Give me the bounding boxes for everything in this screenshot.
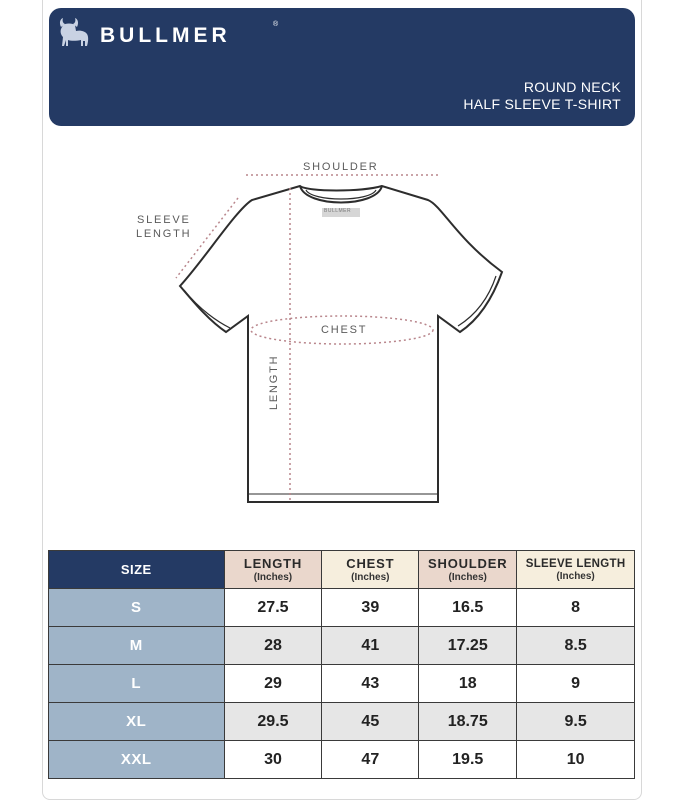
table-row (49, 589, 635, 627)
length-cell: 27.5 (224, 589, 322, 627)
product-title-line2: HALF SLEEVE T-SHIRT (463, 96, 621, 112)
shoulder-cell: 19.5 (419, 741, 517, 779)
length-cell: 30 (224, 741, 322, 779)
shoulder-cell: 18 (419, 665, 517, 703)
sleeve-length-label-line1: SLEEVE (137, 214, 191, 226)
header-size: SIZE (49, 551, 225, 589)
chest-cell: 45 (322, 703, 419, 741)
sleeve-cell: 9.5 (517, 703, 635, 741)
chest-cell: 47 (322, 741, 419, 779)
sleeve-cell: 8.5 (517, 627, 635, 665)
header-chest (322, 551, 419, 589)
size-cell: S (49, 589, 225, 627)
size-cell: XL (49, 703, 225, 741)
shoulder-label: SHOULDER (303, 161, 379, 173)
header-length-unit: (Inches) (253, 572, 293, 583)
size-cell: M (49, 627, 225, 665)
bull-logo-icon (57, 13, 91, 51)
header-chest-unit: (Inches) (351, 572, 390, 583)
chest-label: CHEST (321, 324, 368, 336)
table-row (49, 741, 635, 779)
header-chest-label: CHEST (346, 556, 395, 571)
sleeve-length-label-line2: LENGTH (136, 228, 192, 240)
header-shoulder-unit: (Inches) (448, 572, 487, 583)
brand-name: BULLMER (100, 24, 231, 47)
header-sleeve-unit: (Inches) (556, 570, 595, 582)
chest-cell: 43 (322, 665, 419, 703)
size-cell: L (49, 665, 225, 703)
length-cell: 29 (224, 665, 322, 703)
chest-cell: 39 (322, 589, 419, 627)
table-row (49, 703, 635, 741)
header-shoulder (419, 551, 517, 589)
length-cell: 28 (224, 627, 322, 665)
table-row (49, 627, 635, 665)
header-length (224, 551, 322, 589)
header-sleeve-length (517, 551, 635, 589)
length-label: LENGTH (268, 354, 280, 410)
tshirt-diagram (120, 150, 560, 520)
sleeve-cell: 9 (517, 665, 635, 703)
shoulder-cell: 17.25 (419, 627, 517, 665)
table-row (49, 665, 635, 703)
neck-tag-label: BULLMER (324, 208, 352, 214)
product-title (463, 79, 621, 113)
header-shoulder-label: SHOULDER (428, 556, 508, 571)
table-header-row (49, 551, 635, 589)
shoulder-cell: 18.75 (419, 703, 517, 741)
sleeve-cell: 8 (517, 589, 635, 627)
header-length-label: LENGTH (243, 556, 303, 571)
size-chart-table (48, 550, 635, 779)
size-cell: XXL (49, 741, 225, 779)
header-banner (49, 8, 635, 126)
header-sleeve-label: SLEEVE LENGTH (525, 557, 626, 570)
registered-mark: ® (273, 21, 279, 28)
sleeve-cell: 10 (517, 741, 635, 779)
product-title-line1: ROUND NECK (523, 79, 621, 95)
chest-cell: 41 (322, 627, 419, 665)
shoulder-cell: 16.5 (419, 589, 517, 627)
length-cell: 29.5 (224, 703, 322, 741)
